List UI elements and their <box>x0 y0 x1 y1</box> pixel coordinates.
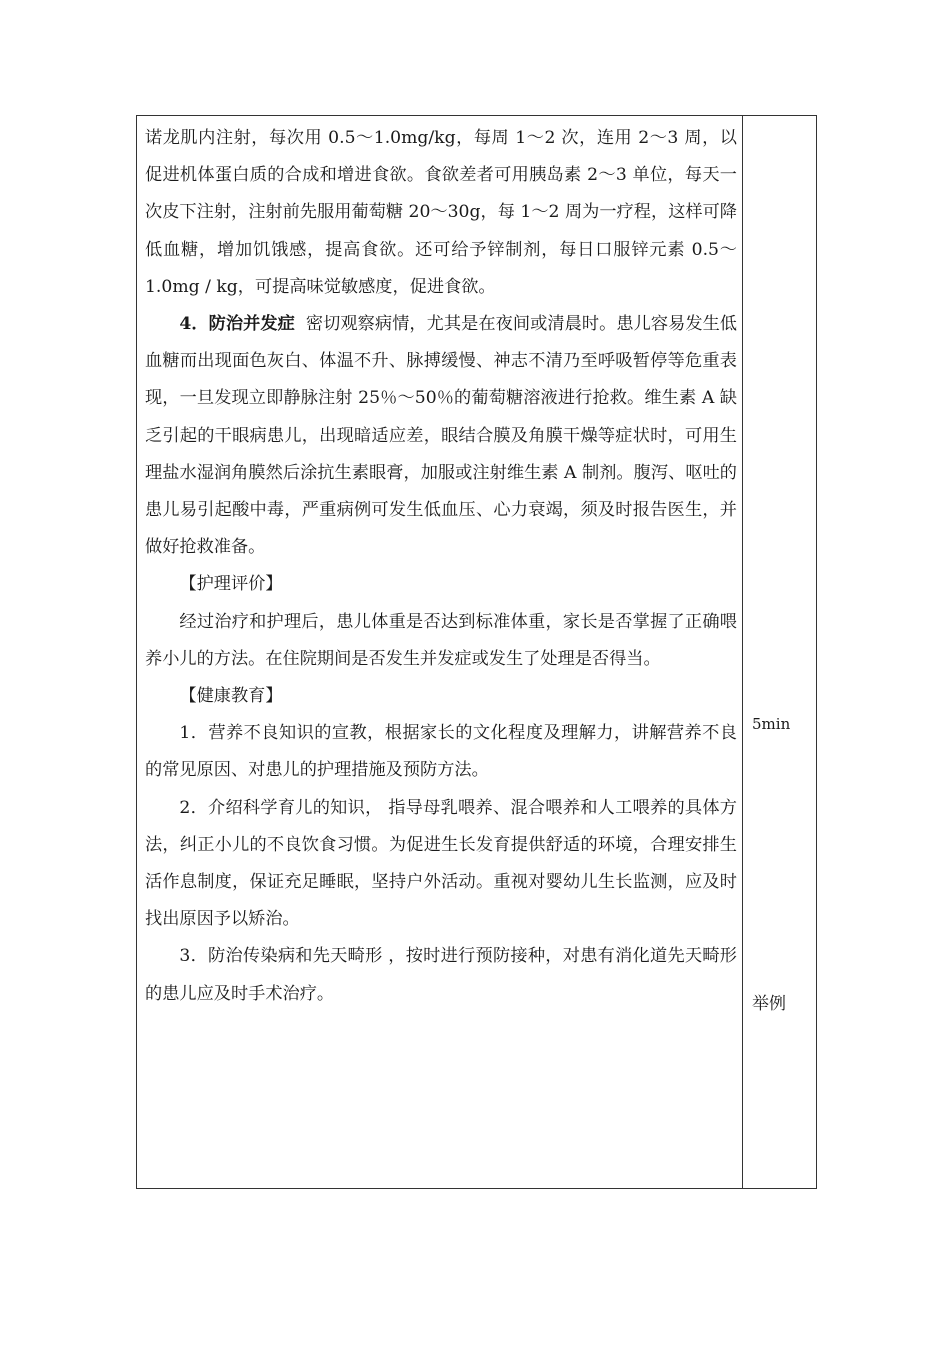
time-allocation: 5min <box>752 715 791 733</box>
notes-column <box>743 116 816 1188</box>
treatment-paragraph: 诺龙肌内注射，每次用 0.5～1.0mg/kg，每周 1～2 次，连用 2～3 周，以促进机体蛋白质的合成和增进食欲。食欲差者可用胰岛素 2～3 单位，每天一次皮下注射，注射前先服用葡萄糖 20～30g，每 1～2 周为一疗程，这样可降低血糖，增加饥饿感，提高食欲。还可给予锌制剂，每日口服锌元素 0.5～1.0mg / kg，可提高味觉敏感度，促进食欲。 <box>145 128 737 297</box>
education-item: 2．介绍科学育儿的知识， 指导母乳喂养、混合喂养和人工喂养的具体方法，纠正小儿的不良饮食习惯。为促进生长发育提供舒适的环境，合理安排生活作息制度，保证充足睡眠，坚持户外活动。重视对婴幼儿生长监测，应及时找出原因予以矫治。 <box>145 797 737 930</box>
content-text <box>145 120 737 1013</box>
complications-heading: 4．防治并发症 <box>179 314 295 335</box>
complications-paragraph <box>145 306 737 566</box>
evaluation-heading: 【护理评价】 <box>179 574 283 595</box>
education-item: 3．防治传染病和先天畸形 ，按时进行预防接种，对患有消化道先天畸形的患儿应及时手术治疗。 <box>145 946 737 1004</box>
evaluation-paragraph: 经过治疗和护理后，患儿体重是否达到标准体重，家长是否掌握了正确喂养小儿的方法。在住院期间是否发生并发症或发生了处理是否得当。 <box>145 611 737 669</box>
education-item: 1．营养不良知识的宣教，根据家长的文化程度及理解力，讲解营养不良的常见原因、对患儿的护理措施及预防方法。 <box>145 723 737 781</box>
teaching-method: 举例 <box>752 994 786 1014</box>
content-column <box>137 116 743 1188</box>
lesson-table <box>136 115 817 1189</box>
complications-body: 密切观察病情，尤其是在夜间或清晨时。患儿容易发生低血糖而出现面色灰白、体温不升、脉搏缓慢、神志不清乃至呼吸暂停等危重表现，一旦发现立即静脉注射 25％～50％的葡萄糖溶液进行抢救。维生素 A 缺乏引起的干眼病患儿，出现暗适应差，眼结合膜及角膜干燥等症状时，可用生理盐水湿润角膜然后涂抗生素眼膏，加服或注射维生素 A 制剂。腹泻、呕吐的患儿易引起酸中毒，严重病例可发生低血压、心力衰竭，须及时报告医生，并做好抢救准备。 <box>145 314 737 558</box>
education-heading: 【健康教育】 <box>179 686 283 707</box>
